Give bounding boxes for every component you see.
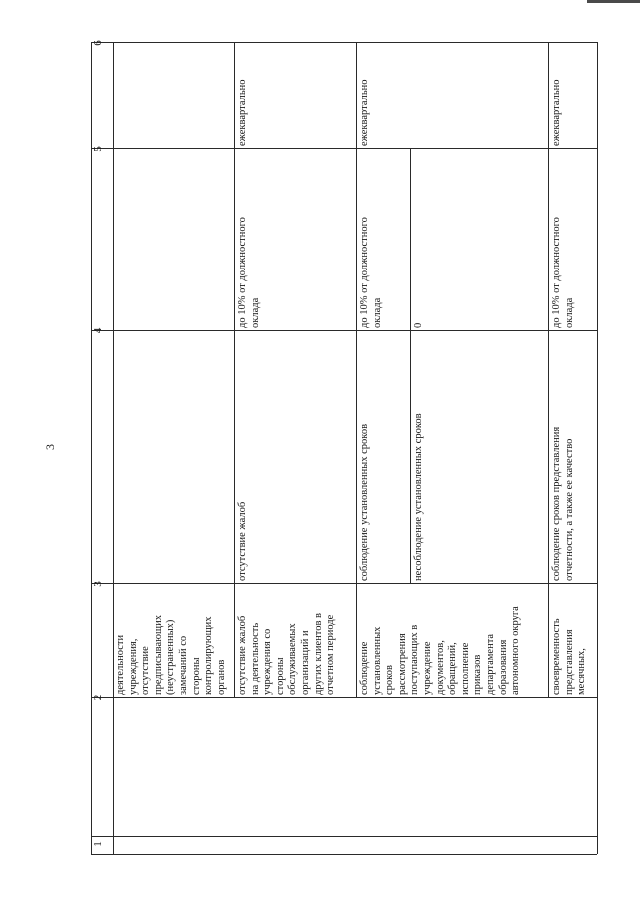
table-border-right	[597, 42, 598, 854]
header-row-divider	[113, 42, 114, 854]
row3-criterion-unmet: несоблюдение установленных сроков	[413, 413, 424, 581]
header-col-5: 5	[92, 146, 104, 152]
table-border-bottom	[91, 854, 597, 855]
row1-indicator: деятельности учреждения, отсутствие предписывающих (неустраненных) замечаний со стороны контролирующих органов	[115, 615, 227, 695]
header-col-3: 3	[92, 581, 104, 587]
page-number: 3	[43, 444, 57, 450]
table-border-top	[91, 42, 597, 43]
header-col-6: 6	[92, 40, 104, 46]
row3-frequency: ежеквартально	[359, 79, 370, 146]
row3-indicator: соблюдение установленных сроков рассмотрения поступающих в учреждение документов, обращений, исполнение приказов департамента образования автономного округа	[359, 606, 522, 695]
row3-payment-met: до 10% от должностного оклада	[359, 217, 383, 328]
col-divider-3-2	[91, 697, 597, 698]
sub-row-divider	[410, 148, 411, 583]
row4-criterion: соблюдение сроков представления отчетности, а также ее качество	[551, 426, 575, 581]
row2-criterion: отсутствие жалоб	[237, 501, 248, 581]
col-divider-6-5	[91, 148, 597, 149]
row4-indicator: своевременность представления месячных,	[551, 618, 588, 695]
top-edge-mark	[587, 0, 640, 3]
row-divider-3	[548, 42, 549, 697]
header-col-2: 2	[92, 694, 104, 701]
header-col-4: 4	[92, 327, 104, 334]
col-divider-5-4	[91, 330, 597, 331]
row-divider-2	[356, 42, 357, 697]
row3-criterion-met: соблюдение установленных сроков	[359, 423, 370, 581]
row4-frequency: ежеквартально	[551, 79, 562, 146]
row-divider-1	[234, 42, 235, 697]
col-divider-4-3	[91, 583, 597, 584]
row4-payment: до 10% от должностного оклада	[551, 217, 575, 328]
header-col-1: 1	[92, 841, 104, 847]
row2-frequency: ежеквартально	[237, 79, 248, 146]
col-divider-2-1	[91, 836, 597, 837]
row2-indicator: отсутствие жалоб на деятельность учреждения со стороны обслуживаемых организаций и других клиентов в отчетном периоде	[237, 613, 337, 695]
row2-payment: до 10% от должностного оклада	[237, 217, 261, 328]
row3-payment-unmet: 0	[413, 322, 424, 328]
